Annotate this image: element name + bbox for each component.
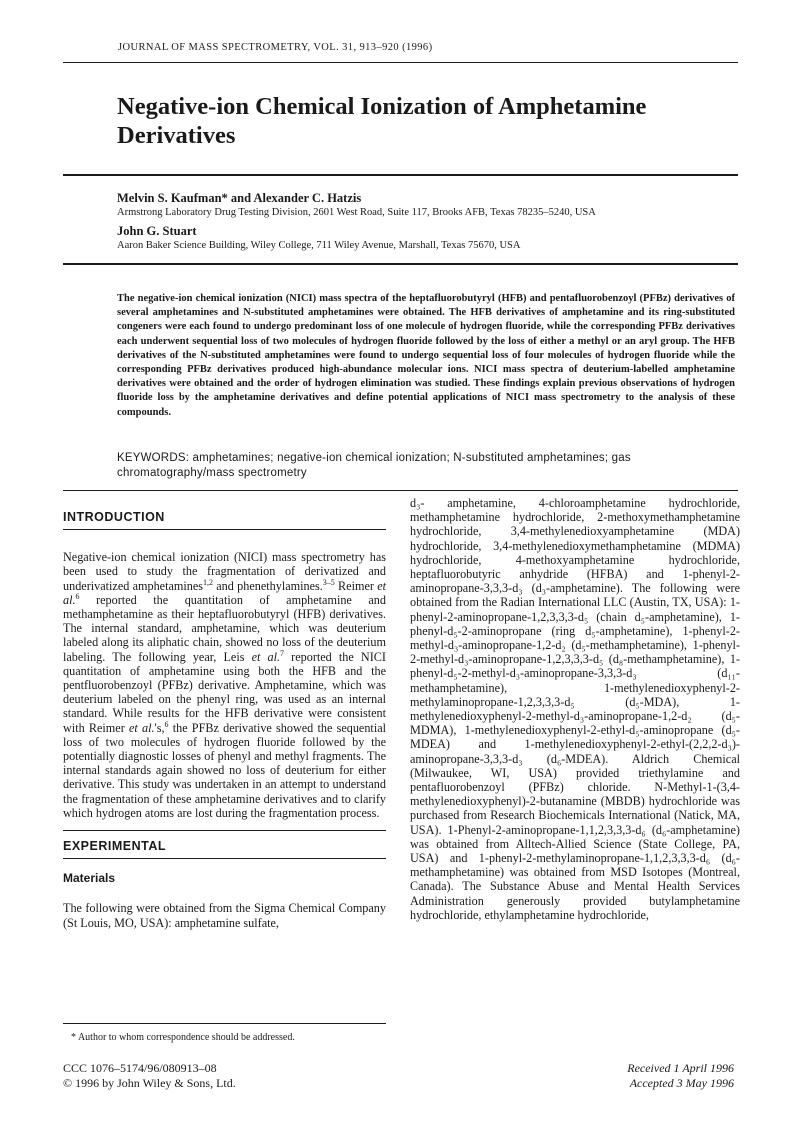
abstract: The negative-ion chemical ionization (NICI) mass spectra of the heptafluorobutyryl (HFB) and pentafluorobenzoyl (PFBz) derivatives of several amphetamines and N-substituted amphetamines were obtained. The HFB derivatives of amphetamine and its ring-substituted congeners were each found to undergo predominant loss of one molecule of hydrogen fluoride, while the corresponding PFBz derivatives each underwent sequential loss of two molecules of hydrogen fluoride followed by the loss of either a methyl or an aryl group. The HFB derivatives of the N-substituted amphetamines were found to undergo sequential loss of four molecules of hydrogen fluoride while the corresponding PFBz derivatives produced high-abundance molecular ions. NICI mass spectra of deuterium-labelled amphetamine derivatives were obtained and the order of hydrogen elimination was studied. These findings explain previous observations of hydrogen fluoride loss by the amphetamine derivatives and define potential applications of NICI mass spectrometry to the analysis of these compounds. <box>117 293 735 418</box>
introduction-paragraph: Negative-ion chemical ionization (NICI) mass spectrometry has been used to study the fragmentation of derivatized and underivatized amphetamines$^{1,2}$ and phenethylamines.$^{3-5}$ Reimer et al.$^6$ reported the quantitation of amphetamine and methamphetamine as their heptafluorobutyryl (HFB) derivatives. The internal standard, amphetamine, which was deuterium labeled along its aliphatic chain, showed no loss of the deuterium labeling. The following year, Leis et al.$^7$ reported the NICI quantitation of amphetamine using both the HFB and the pentfluorobenzoyl (PFBz) derivative. Amphetamine, which was deuterium labeled on the phenyl ring, was used as an internal standard. While results for the HFB derivative were consistent with Reimer et al.'s,$^6$ the PFBz derivative showed the sequential loss of two molecules of hydrogen fluoride followed by the potentially diagnostic losses of phenyl and methyl fragments. The internal standards again showed no loss of deuterium for either derivative. This study was undertaken in an attempt to understand the fragmentation of these amphetamine derivatives and to clarify which hydrogen atoms are lost during the fragmentation process. <box>63 550 387 820</box>
journal-header: JOURNAL OF MASS SPECTROMETRY, VOL. 31, 913–920 (1996) <box>118 42 433 53</box>
footnote: * Author to whom correspondence should be addressed. <box>71 1032 295 1043</box>
dates <box>627 1061 734 1091</box>
abstract-rule <box>63 490 738 491</box>
section-rule <box>63 858 386 859</box>
footnote-rule <box>63 1023 386 1024</box>
authors-primary: Melvin S. Kaufman* and Alexander C. Hatzis <box>117 191 362 205</box>
keywords: KEYWORDS: amphetamines; negative-ion chemical ionization; N-substituted amphetamines; gas chromatography/mass spectrometry <box>117 452 631 479</box>
author-block-rule <box>63 263 738 265</box>
section-rule <box>63 529 386 530</box>
materials-paragraph: The following were obtained from the Sigma Chemical Company (St Louis, MO, USA): amphetamine sulfate, <box>63 901 386 930</box>
section-heading-experimental: EXPERIMENTAL <box>63 839 166 854</box>
received-date: Received 1 April 1996 <box>627 1061 734 1075</box>
section-rule <box>63 830 386 831</box>
header-rule <box>63 62 738 63</box>
section-heading-introduction: INTRODUCTION <box>63 510 165 524</box>
subsection-heading-materials: Materials <box>63 871 116 886</box>
accepted-date: Accepted 3 May 1996 <box>629 1076 734 1090</box>
affiliation-primary: Armstrong Laboratory Drug Testing Division, 2601 West Road, Suite 117, Brooks AFB, Texas 78235–5240, USA <box>117 207 596 218</box>
ccc-code: CCC 1076–5174/96/080913–08 <box>63 1061 217 1075</box>
copyright: © 1996 by John Wiley & Sons, Ltd. <box>63 1076 236 1090</box>
left-column <box>63 510 386 930</box>
authors-secondary: John G. Stuart <box>117 224 197 238</box>
publication-info <box>63 1061 236 1091</box>
article-title: Negative-ion Chemical Ionization of Amphetamine Derivatives <box>117 93 647 149</box>
materials-continued-paragraph: d₃- amphetamine, 4-chloroamphetamine hydrochloride, methamphetamine hydrochloride, 2-methoxymethamphetamine hydrochloride, 3,4-methylenedioxyamphetamine (MDA) hydrochloride, 3,4-methylenedioxymethamphetamine (MDMA) hydrochloride, 4-methoxyamphetamine hydrochloride, heptafluorobutyric anhydride (HFBA) and 1-phenyl-2-aminopropane-3,3,3-d₃ (d₃-amphetamine). The following were obtained from the Radian International LLC (Austin, TX, USA): 1-phenyl-2-aminopropane-1,2,3,3,3-d₅ (chain d₅-amphetamine), 1-phenyl-d₅-2-aminopropane (ring d₅-amphetamine), 1-phenyl-2-methyl-d₃-aminopropane-1,2-d₂ (d₅-methamphetamine), 1-phenyl-2-methyl-d₃-aminopropane-1,2,3,3,3-d₅ (d₈-methamphetamine), 1-phenyl-d₅-2-methyl-d₃-aminopropane-3,3,3-d₃ (d₁₁-methamphetamine), 1-methylenedioxyphenyl-2-methylaminopropane-1,2,3,3,3-d₅ (d₅-MDA), 1-methylenedioxyphenyl-2-methyl-d₃-aminopropane-1,2-d₂ (d₅-MDMA), 1-methylenedioxyphenyl-2-ethyl-d₅-aminopropane (d₅-MDEA) and 1-methylenedioxyphenyl-2-ethyl-(2,2,2-d₃)-aminopropane-3,3,3-d₃ (d₆-MDEA). Aldrich Chemical (Milwaukee, WI, USA) provided triethylamine and pentafluorobenzoyl (PFBz) chloride. N-Methyl-1-(3,4-methylenedioxyphenyl)-2-butanamine (MBDB) hydrochloride was purchased from Research Biochemicals International (Natick, MA, USA). 1-Phenyl-2-aminopropane-1,1,2,3,3,3-d₆ (d₆-amphetamine) was obtained from Alltech-Allied Science (State College, PA, USA) and 1-phenyl-2-methylaminopropane-1,1,2,3,3,3-d₆ (d₆-methamphetamine) was obtained from MSD Isotopes (Montreal, Canada). The Substance Abuse and Mental Health Services Administration generously provided butylamphetamine hydrochloride, ethylamphetamine hydrochloride, <box>410 496 740 922</box>
title-rule <box>63 174 738 176</box>
affiliation-secondary: Aaron Baker Science Building, Wiley College, 711 Wiley Avenue, Marshall, Texas 75670, USA <box>117 240 521 251</box>
right-column <box>410 496 740 922</box>
